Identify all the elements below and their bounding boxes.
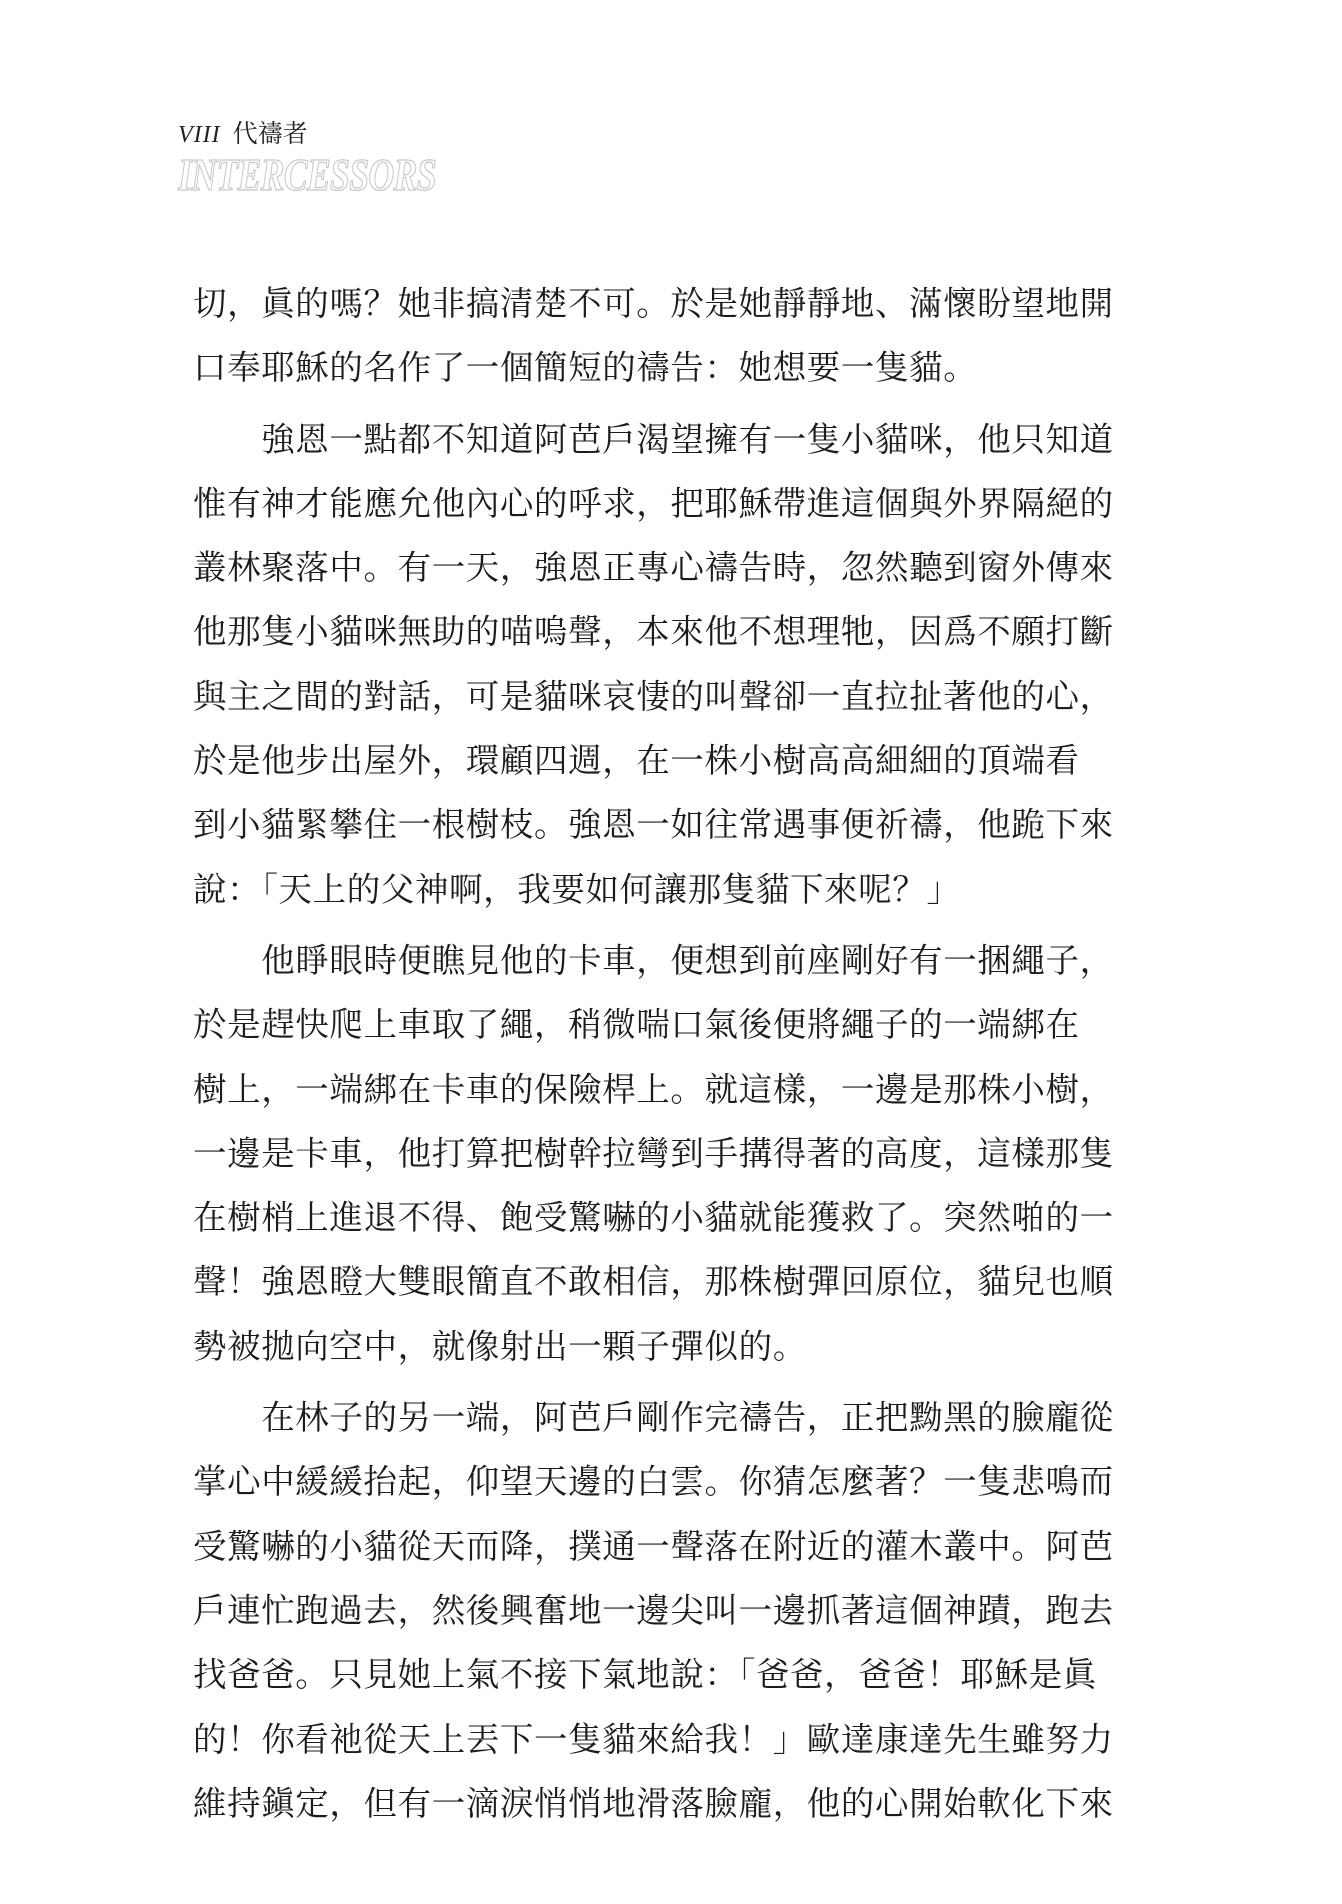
text-line: 於是趕快爬上車取了繩，稍微喘口氣後便將繩子的一端綁在 xyxy=(193,1005,1080,1045)
text-line: 叢林聚落中。有一天，強恩正專心禱告時，忽然聽到窗外傳來 xyxy=(193,548,1114,588)
paragraph xyxy=(193,1386,1121,1836)
chapter-number: VIII xyxy=(178,122,221,148)
text-line: 他那隻小貓咪無助的喵嗚聲，本來他不想理牠，因爲不願打斷 xyxy=(193,612,1114,652)
text-line: 維持鎭定，但有一滴淚悄悄地滑落臉龐，他的心開始軟化下來 xyxy=(193,1783,1114,1823)
chapter-heading xyxy=(178,114,509,150)
text-line: 於是他步出屋外，環顧四週，在一株小樹高高細細的頂端看 xyxy=(193,741,1080,781)
text-line: 掌心中緩緩抬起，仰望天邊的白雲。你猜怎麼著？一隻悲鳴而 xyxy=(193,1462,1114,1502)
text-line: 一邊是卡車，他打算把樹幹拉彎到手搆得著的高度，這樣那隻 xyxy=(193,1133,1114,1173)
paragraph xyxy=(193,272,1121,401)
text-line: 說：「天上的父神啊，我要如何讓那隻貓下來呢？」 xyxy=(193,869,961,909)
text-line: 強恩一點都不知道阿芭戶渴望擁有一隻小貓咪，他只知道 xyxy=(193,419,1114,459)
text-line: 勢被拋向空中，就像射出一顆子彈似的。 xyxy=(193,1326,807,1366)
text-line: 在樹梢上進退不得、飽受驚嚇的小貓就能獲救了。突然啪的一 xyxy=(193,1198,1114,1238)
chapter-title: 代禱者 xyxy=(232,119,308,148)
text-line: 戶連忙跑過去，然後興奮地一邊尖叫一邊抓著這個神蹟，跑去 xyxy=(193,1590,1114,1630)
text-line: 與主之間的對話，可是貓咪哀悽的叫聲卻一直拉扯著他的心， xyxy=(193,676,1114,716)
text-line: 受驚嚇的小貓從天而降，撲通一聲落在附近的灌木叢中。阿芭 xyxy=(193,1526,1114,1566)
text-line: 在林子的另一端，阿芭戶剛作完禱告，正把黝黑的臉龐從 xyxy=(193,1398,1114,1438)
text-line: 聲！強恩瞪大雙眼簡直不敢相信，那株樹彈回原位，貓兒也順 xyxy=(193,1262,1114,1302)
chapter-title-english: INTERCESSORS xyxy=(178,149,436,200)
text-line: 口奉耶穌的名作了一個簡短的禱告：她想要一隻貓。 xyxy=(193,348,978,388)
text-line: 到小貓緊攀住一根樹枝。強恩一如往常遇事便祈禱，他跪下來 xyxy=(193,805,1114,845)
paragraph xyxy=(193,408,1121,922)
text-line: 他睜眼時便瞧見他的卡車，便想到前座剛好有一捆繩子， xyxy=(193,940,1114,980)
text-line: 找爸爸。只見她上氣不接下氣地說：「爸爸，爸爸！耶穌是眞 xyxy=(193,1655,1097,1695)
running-header xyxy=(178,114,509,198)
text-line: 切，眞的嗎？她非搞清楚不可。於是她靜靜地、滿懷盼望地開 xyxy=(193,284,1114,323)
text-line: 惟有神才能應允他內心的呼求，把耶穌帶進這個與外界隔絕的 xyxy=(193,483,1114,523)
paragraph xyxy=(193,929,1121,1379)
text-line: 的！你看祂從天上丟下一隻貓來給我！」歐達康達先生雖努力 xyxy=(193,1719,1114,1759)
text-line: 樹上，一端綁在卡車的保險桿上。就這樣，一邊是那株小樹， xyxy=(193,1069,1114,1109)
body-text xyxy=(193,272,1121,1836)
